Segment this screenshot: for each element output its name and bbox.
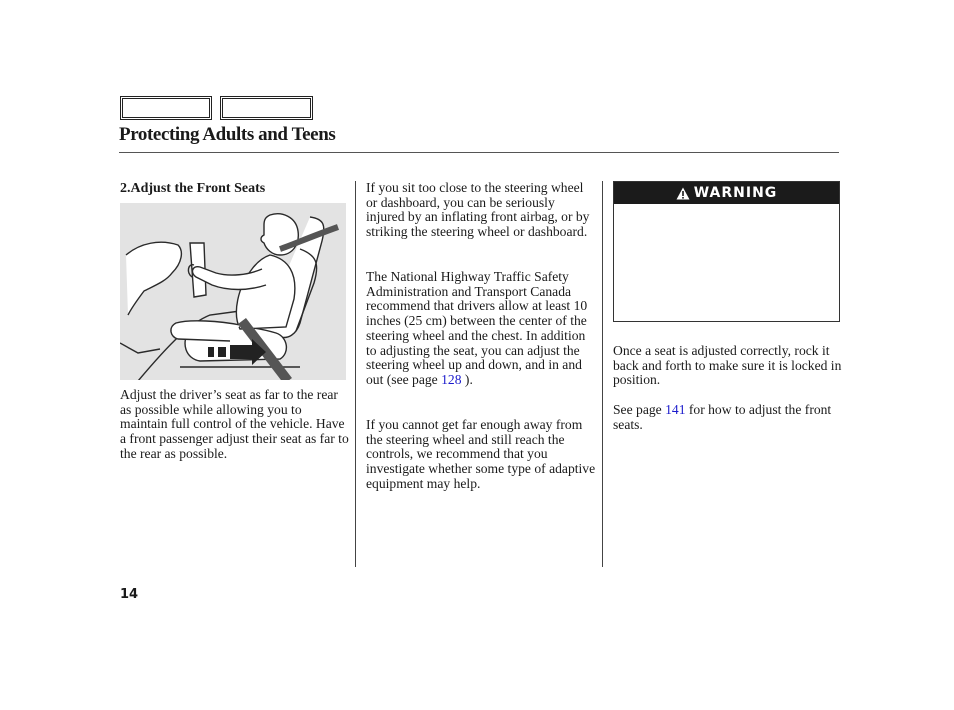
nhtsa-text: The National Highway Traffic Safety Administration and Transport Canada recommend that drivers allow at least 10 inches (25 cm) between the center of the steering wheel and the chest. In addition to adjusting the seat, you can adjust the steering wheel up and down, and in and out (see page (366, 269, 588, 387)
column-divider-1 (355, 181, 356, 567)
nhtsa-recommendation-paragraph (366, 270, 596, 388)
driver-seat-adjust-illustration (120, 203, 346, 380)
warning-label: WARNING (693, 185, 778, 201)
seat-adjust-instruction: Adjust the driver’s seat as far to the rear as possible while allowing you to maintain full control of the vehicle. Have a front passenger adjust their seat as far to the rear as possible. (120, 387, 349, 461)
page-link-141[interactable]: 141 (665, 402, 686, 417)
page-title: Protecting Adults and Teens (119, 124, 336, 145)
see-page-text: See page (613, 402, 666, 417)
column-divider-2 (602, 181, 603, 567)
nav-box-table-of-contents[interactable] (220, 96, 313, 120)
seat-lock-paragraph: Once a seat is adjusted correctly, rock it back and forth to make sure it is locked in position. (613, 343, 842, 388)
warning-triangle-icon (676, 187, 690, 200)
warning-header (614, 182, 839, 204)
airbag-injury-paragraph: If you sit too close to the steering wheel or dashboard, you can be seriously injured by an inflating front airbag, or by striking the steering wheel or dashboard. (366, 180, 590, 240)
nav-box-main-menu[interactable] (120, 96, 212, 120)
page-number: 14 (120, 587, 139, 602)
see-page-paragraph (613, 403, 843, 432)
adaptive-equipment-paragraph: If you cannot get far enough away from the steering wheel and still reach the controls, we recommend that you investigate whether some type of adaptive equipment may help. (366, 417, 596, 491)
warning-box (613, 181, 840, 322)
see-page-text-end: for how to adjust the front seats. (613, 402, 832, 432)
section-heading: 2.Adjust the Front Seats (120, 181, 266, 196)
page-link-128[interactable]: 128 (441, 371, 462, 387)
nhtsa-text-end: ). (461, 371, 473, 387)
title-divider (119, 152, 839, 153)
